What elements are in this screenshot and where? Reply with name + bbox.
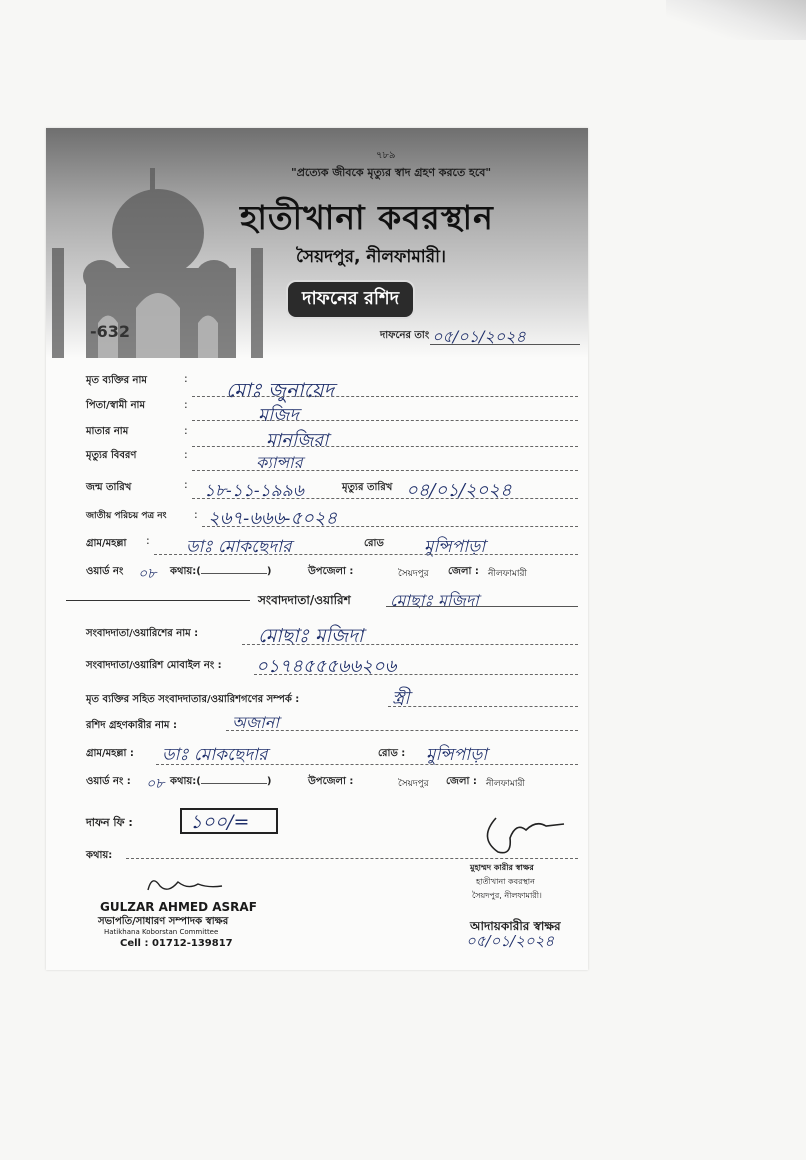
village-value: ডাঃ মোকছেদার [186, 537, 292, 557]
death-cause-label: মৃত্যুর বিবরণ [86, 450, 137, 461]
village-line [154, 554, 578, 555]
informant-name-label: সংবাদদাতা/ওয়ারিশের নাম : [86, 628, 199, 639]
informant-section-title: সংবাদদাতা/ওয়ারিশ [258, 593, 351, 607]
colon: : [194, 508, 198, 521]
death-date-label: মৃত্যুর তারিখ [342, 482, 393, 493]
collector-signature-date: ০৫/০১/২০২৪ [466, 932, 555, 950]
informant-upazila-value: সৈয়দপুর [398, 779, 429, 789]
father-name-value: মজিদ [258, 405, 299, 426]
informant-house-label [170, 774, 271, 791]
house-open: কথায়:( [170, 566, 201, 577]
deceased-name-line [192, 396, 578, 397]
manager-title: মুহাম্মদ কারীর স্বাক্ষর [470, 863, 534, 872]
dob-label: জন্ম তারিখ [86, 482, 132, 493]
upazila-value: সৈয়দপুর [398, 569, 429, 579]
in-words-line [126, 858, 578, 859]
deceased-name-value: মোঃ জুনায়েদ [226, 378, 334, 402]
mosque-illustration [46, 148, 276, 358]
house-label [170, 564, 271, 581]
death-cause-value: ক্যান্সার [256, 453, 303, 472]
dob-line [192, 498, 578, 499]
nid-line [202, 526, 578, 527]
death-date-value: ০৪/০১/২০২৪ [406, 480, 512, 501]
president-committee: Hatikhana Koborstan Committee [104, 928, 219, 936]
deceased-name-label: মৃত ব্যক্তির নাম [86, 375, 147, 386]
president-title: সভাপতি/সাধারণ সম্পাদক স্বাক্ষর [98, 916, 229, 927]
header-quote: "প্রত্যেক জীবকে মৃত্যুর স্বাদ গ্রহণ করতে হবে" [291, 166, 492, 179]
mother-name-value: মানজিরা [266, 430, 329, 451]
informant-name-value: মোছাঃ মজিদা [258, 625, 364, 647]
father-name-line [192, 420, 578, 421]
relation-value: স্ত্রী [392, 688, 410, 709]
manager-org: হাতীখানা কবরস্থান [476, 877, 535, 886]
informant-ward-label: ওয়ার্ড নং : [86, 776, 131, 787]
road-value: মুন্সিপাড়া [424, 537, 486, 557]
receipt-title: দাফনের রশিদ [302, 288, 400, 309]
colon: : [184, 398, 188, 411]
section-divider-left [66, 600, 250, 601]
president-signature-icon [138, 870, 228, 900]
informant-ward-value: ০৮ [146, 776, 165, 792]
father-name-label: পিতা/স্বামী নাম [86, 400, 146, 411]
informant-village-value: ডাঃ মোকছেদার [162, 745, 268, 765]
colon: : [184, 478, 188, 491]
ward-label: ওয়ার্ড নং [86, 566, 124, 577]
president-name: GULZAR AHMED ASRAF [100, 900, 257, 914]
dob-value: ১৮-১১-১৯৯৬ [204, 481, 304, 501]
informant-upazila-label: উপজেলা : [308, 776, 354, 787]
informant-road-value: মুন্সিপাড়া [426, 745, 488, 765]
cemetery-title: হাতীখানা কবরস্থান [240, 198, 494, 237]
informant-road-label: রোড : [378, 748, 406, 759]
district-value: নীলফামারী [488, 569, 527, 579]
informant-district-value: নীলফামারী [486, 779, 525, 789]
receipt-title-badge [286, 280, 415, 319]
colon: : [184, 424, 188, 437]
mother-name-line [192, 446, 578, 447]
in-words-label: কথায়: [86, 850, 113, 861]
burial-date-label: দাফনের তাং [380, 330, 430, 341]
receiver-line [226, 730, 578, 731]
nid-label: জাতীয় পরিচয় পত্র নং [86, 511, 167, 521]
informant-district-label: জেলা : [446, 776, 477, 787]
relation-label: মৃত ব্যক্তির সহিত সংবাদদাতার/ওয়ারিশগণের সম্পর্ক : [86, 694, 300, 705]
informant-house-close: ) [266, 776, 272, 787]
mother-name-label: মাতার নাম [86, 426, 129, 437]
receiver-label: রশিদ গ্রহণকারীর নাম : [86, 720, 177, 731]
colon: : [184, 372, 188, 385]
collector-signature-label: আদায়কারীর স্বাক্ষর [470, 919, 561, 933]
serial-number-value: 632 [96, 322, 131, 341]
manager-location: সৈয়দপুর, নীলফামারী। [472, 891, 542, 900]
informant-village-line [156, 764, 578, 765]
road-label: রোড [364, 538, 384, 549]
informant-name-line [242, 644, 578, 645]
colon: : [146, 534, 150, 547]
burial-date-value: ০৫/০১/২০২৪ [432, 327, 526, 346]
receiver-value: অজানা [232, 713, 280, 732]
burial-receipt [46, 128, 588, 970]
village-label: গ্রাম/মহল্লা [86, 538, 127, 549]
relation-line [388, 706, 578, 707]
manager-signature-icon [476, 808, 566, 858]
informant-village-label: গ্রাম/মহল্লা : [86, 748, 134, 759]
burial-date-line [430, 344, 580, 345]
serial-number: -632 [90, 322, 131, 341]
page-number: ৭৮৯ [376, 150, 396, 161]
president-cell: Cell : 01712-139817 [120, 938, 233, 949]
district-label: জেলা : [448, 566, 479, 577]
page-corner-shadow [666, 0, 806, 40]
death-cause-line [192, 470, 578, 471]
upazila-label: উপজেলা : [308, 566, 354, 577]
mobile-value: ০১৭৪৫৫৫৬৬২০৬ [256, 656, 397, 677]
cemetery-location: সৈয়দপুর, নীলফামারী। [296, 247, 447, 267]
fee-value: ১০০/= [190, 811, 250, 833]
mobile-label: সংবাদদাতা/ওয়ারিশ মোবাইল নং : [86, 660, 222, 671]
house-close: ) [266, 566, 272, 577]
nid-value: ২৬৭-৬৬৬-৫০২৪ [208, 508, 338, 529]
section-value-line [386, 606, 578, 607]
fee-label: দাফন ফি : [86, 816, 133, 829]
colon: : [184, 448, 188, 461]
informant-section-value: মোছাঃ মজিদা [390, 591, 479, 610]
mobile-line [254, 674, 578, 675]
ward-value: ০৮ [138, 566, 157, 582]
informant-house-open: কথায়:( [170, 776, 201, 787]
